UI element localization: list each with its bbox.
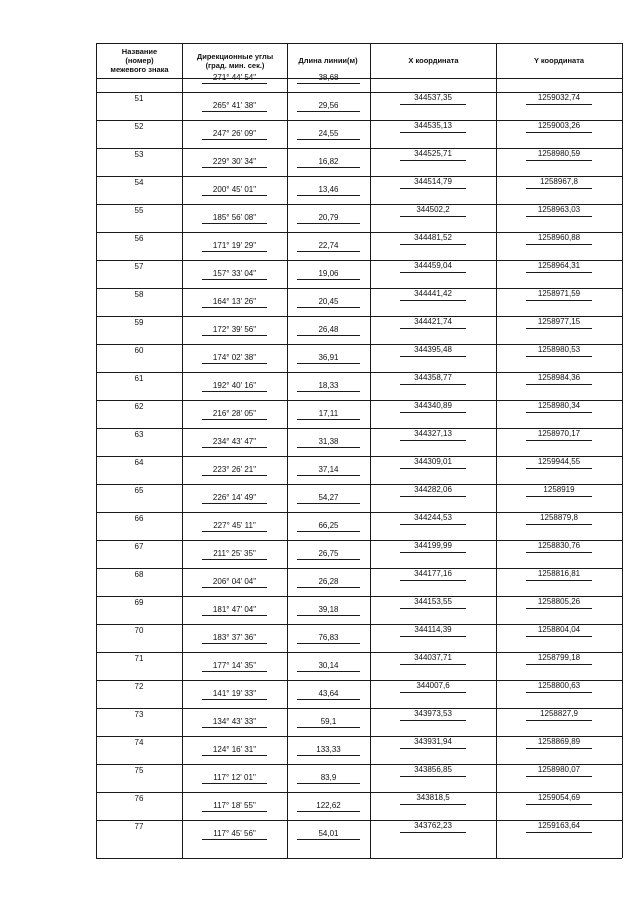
y-coordinate-cell: 1258980,59: [537, 149, 581, 158]
x-underline: [400, 552, 466, 553]
angle-underline: [202, 503, 267, 504]
y-coordinate-cell: 1258977,15: [537, 317, 581, 326]
direction-angle-cell: 117° 12' 01": [213, 773, 256, 782]
point-number-cell: 60: [134, 346, 144, 355]
direction-angle-cell: 234° 43' 47": [212, 437, 257, 446]
length-underline: [297, 531, 360, 532]
angle-underline: [202, 643, 267, 644]
x-coordinate-cell: 343762,23: [414, 821, 452, 830]
x-coordinate-cell: 344421,74: [414, 317, 452, 326]
line-length-cell: 22,74: [318, 241, 339, 250]
line-length-cell: 38,68: [318, 73, 339, 82]
angle-underline: [202, 195, 267, 196]
length-underline: [297, 811, 360, 812]
direction-angle-cell: 211° 25' 35": [213, 549, 256, 558]
y-coordinate-cell: 1258967,8: [540, 177, 578, 186]
line-length-cell: 20,79: [318, 213, 339, 222]
x-coordinate-cell: 344327,13: [414, 429, 452, 438]
y-underline: [526, 552, 592, 553]
direction-angle-cell: 172° 39' 56": [212, 325, 257, 334]
length-underline: [297, 783, 360, 784]
length-underline: [297, 419, 360, 420]
line-length-cell: 66,25: [318, 521, 339, 530]
y-underline: [526, 384, 592, 385]
x-underline: [400, 832, 466, 833]
direction-angle-cell: 177° 14' 35": [212, 661, 257, 670]
point-number-cell: 68: [134, 570, 144, 579]
y-underline: [526, 160, 592, 161]
table-bottom-border: [96, 858, 622, 859]
x-coordinate-cell: 344502,2: [416, 205, 450, 214]
direction-angle-cell: 271° 44' 54": [212, 73, 257, 82]
line-length-cell: 30,14: [318, 661, 339, 670]
angle-underline: [202, 251, 267, 252]
y-underline: [526, 468, 592, 469]
y-coordinate-cell: 1258799,18: [537, 653, 581, 662]
point-number-cell: 65: [134, 486, 144, 495]
x-underline: [400, 692, 466, 693]
x-underline: [400, 664, 466, 665]
point-number-cell: 57: [134, 262, 144, 271]
x-coordinate-cell: 344309,01: [414, 457, 452, 466]
point-number-cell: 56: [134, 234, 144, 243]
angle-underline: [202, 475, 267, 476]
y-underline: [526, 272, 592, 273]
y-coordinate-cell: 1259003,26: [537, 121, 581, 130]
point-number-cell: 76: [134, 794, 144, 803]
line-length-cell: 18,33: [318, 381, 339, 390]
angle-underline: [202, 783, 267, 784]
y-coordinate-cell: 1258816,81: [537, 569, 581, 578]
line-length-cell: 83,9: [320, 773, 337, 782]
line-length-cell: 24,55: [318, 129, 339, 138]
y-coordinate-cell: 1258971,59: [537, 289, 581, 298]
x-underline: [400, 468, 466, 469]
point-number-cell: 70: [134, 626, 144, 635]
point-number-cell: 64: [134, 458, 144, 467]
y-underline: [526, 188, 592, 189]
length-underline: [297, 671, 360, 672]
y-coordinate-cell: 1258830,76: [537, 541, 581, 550]
y-underline: [526, 300, 592, 301]
angle-underline: [202, 615, 267, 616]
point-number-cell: 72: [134, 682, 144, 691]
x-coordinate-cell: 343818,5: [416, 793, 450, 802]
x-coordinate-cell: 344244,53: [414, 513, 452, 522]
direction-angle-cell: 181° 47' 04": [212, 605, 257, 614]
line-length-cell: 19,06: [318, 269, 339, 278]
direction-angle-cell: 183° 37' 36": [212, 633, 257, 642]
y-coordinate-cell: 1259032,74: [537, 93, 581, 102]
y-coordinate-cell: 1259944,55: [537, 457, 581, 466]
length-underline: [297, 755, 360, 756]
y-underline: [526, 664, 592, 665]
y-underline: [526, 440, 592, 441]
x-underline: [400, 636, 466, 637]
direction-angle-cell: 164° 13' 26": [212, 297, 257, 306]
angle-underline: [202, 559, 267, 560]
angle-underline: [202, 139, 267, 140]
header-direction-angles: Дирекционные углы (град. мин. сек.): [196, 51, 274, 70]
y-coordinate-cell: 1258919: [543, 485, 575, 494]
x-underline: [400, 272, 466, 273]
table-top-border: [96, 43, 622, 44]
header-y-coordinate: Y координата: [533, 56, 585, 65]
x-underline: [400, 720, 466, 721]
angle-underline: [202, 279, 267, 280]
x-underline: [400, 216, 466, 217]
point-number-cell: 75: [134, 766, 144, 775]
angle-underline: [202, 419, 267, 420]
point-number-cell: 52: [134, 122, 144, 131]
x-coordinate-cell: 344537,35: [414, 93, 452, 102]
line-length-cell: 54,27: [318, 493, 339, 502]
x-coordinate-cell: 344114,39: [414, 625, 452, 634]
y-underline: [526, 636, 592, 637]
y-underline: [526, 580, 592, 581]
point-number-cell: 61: [134, 374, 144, 383]
length-underline: [297, 279, 360, 280]
angle-underline: [202, 83, 267, 84]
y-coordinate-cell: 1258964,31: [537, 261, 581, 270]
x-underline: [400, 384, 466, 385]
direction-angle-cell: 117° 45' 56": [213, 829, 256, 838]
length-underline: [297, 727, 360, 728]
line-length-cell: 54,01: [318, 829, 339, 838]
x-underline: [400, 776, 466, 777]
angle-underline: [202, 223, 267, 224]
length-underline: [297, 699, 360, 700]
y-coordinate-cell: 1258800,63: [537, 681, 581, 690]
y-coordinate-cell: 1258970,17: [537, 429, 581, 438]
x-coordinate-cell: 344282,06: [414, 485, 452, 494]
x-coordinate-cell: 344459,04: [414, 261, 452, 270]
y-underline: [526, 104, 592, 105]
angle-underline: [202, 811, 267, 812]
y-underline: [526, 216, 592, 217]
x-underline: [400, 160, 466, 161]
direction-angle-cell: 226° 14' 49": [212, 493, 257, 502]
line-length-cell: 26,28: [318, 577, 339, 586]
y-coordinate-cell: 1258869,89: [537, 737, 581, 746]
x-coordinate-cell: 344535,13: [414, 121, 452, 130]
x-underline: [400, 300, 466, 301]
point-number-cell: 67: [134, 542, 144, 551]
x-underline: [400, 188, 466, 189]
line-length-cell: 20,45: [318, 297, 339, 306]
direction-angle-cell: 171° 19' 29": [212, 241, 257, 250]
direction-angle-cell: 134° 43' 33": [212, 717, 257, 726]
line-length-cell: 26,75: [318, 549, 339, 558]
length-underline: [297, 475, 360, 476]
angle-underline: [202, 671, 267, 672]
length-underline: [297, 251, 360, 252]
x-coordinate-cell: 343856,85: [414, 765, 452, 774]
length-underline: [297, 615, 360, 616]
direction-angle-cell: 157° 33' 04": [212, 269, 257, 278]
point-number-cell: 71: [134, 654, 144, 663]
line-length-cell: 37,14: [318, 465, 339, 474]
x-coordinate-cell: 344177,16: [414, 569, 452, 578]
x-underline: [400, 804, 466, 805]
length-underline: [297, 391, 360, 392]
y-underline: [526, 692, 592, 693]
length-underline: [297, 559, 360, 560]
line-length-cell: 39,18: [318, 605, 339, 614]
y-underline: [526, 804, 592, 805]
x-underline: [400, 412, 466, 413]
line-length-cell: 13,46: [318, 185, 339, 194]
x-coordinate-cell: 344007,6: [416, 681, 450, 690]
x-underline: [400, 328, 466, 329]
x-coordinate-cell: 344340,89: [414, 401, 452, 410]
line-length-cell: 122,62: [316, 801, 341, 810]
x-underline: [400, 132, 466, 133]
y-underline: [526, 132, 592, 133]
x-coordinate-cell: 343931,94: [414, 737, 452, 746]
x-coordinate-cell: 344153,55: [414, 597, 452, 606]
point-number-cell: 69: [134, 598, 144, 607]
length-underline: [297, 447, 360, 448]
angle-underline: [202, 531, 267, 532]
line-length-cell: 36,91: [318, 353, 339, 362]
x-underline: [400, 496, 466, 497]
direction-angle-cell: 117° 18' 55": [213, 801, 256, 810]
direction-angle-cell: 185° 56' 08": [212, 213, 257, 222]
x-coordinate-cell: 344358,77: [414, 373, 452, 382]
y-coordinate-cell: 1258980,34: [537, 401, 581, 410]
x-coordinate-cell: 344395,48: [414, 345, 452, 354]
x-coordinate-cell: 344441,42: [414, 289, 452, 298]
angle-underline: [202, 363, 267, 364]
y-coordinate-cell: 1258804,04: [537, 625, 581, 634]
y-underline: [526, 608, 592, 609]
y-underline: [526, 748, 592, 749]
direction-angle-cell: 227° 45' 11": [213, 521, 256, 530]
header-line-length: Длина линии(м): [298, 56, 358, 65]
angle-underline: [202, 755, 267, 756]
y-underline: [526, 356, 592, 357]
line-length-cell: 43,64: [318, 689, 339, 698]
direction-angle-cell: 216° 28' 05": [212, 409, 257, 418]
x-underline: [400, 524, 466, 525]
y-underline: [526, 412, 592, 413]
point-number-cell: 51: [134, 94, 144, 103]
x-underline: [400, 104, 466, 105]
point-number-cell: 59: [134, 318, 144, 327]
length-underline: [297, 363, 360, 364]
angle-underline: [202, 699, 267, 700]
length-underline: [297, 335, 360, 336]
x-underline: [400, 580, 466, 581]
length-underline: [297, 839, 360, 840]
x-coordinate-cell: 344037,71: [414, 653, 452, 662]
y-underline: [526, 720, 592, 721]
angle-underline: [202, 839, 267, 840]
length-underline: [297, 195, 360, 196]
x-underline: [400, 356, 466, 357]
y-underline: [526, 776, 592, 777]
length-underline: [297, 643, 360, 644]
x-underline: [400, 608, 466, 609]
point-number-cell: 66: [134, 514, 144, 523]
angle-underline: [202, 335, 267, 336]
y-coordinate-cell: 1258984,36: [537, 373, 581, 382]
length-underline: [297, 83, 360, 84]
point-number-cell: 54: [134, 178, 144, 187]
x-underline: [400, 440, 466, 441]
y-coordinate-cell: 1258805,26: [537, 597, 581, 606]
y-underline: [526, 328, 592, 329]
direction-angle-cell: 223° 26' 21": [212, 465, 257, 474]
line-length-cell: 29,56: [318, 101, 339, 110]
y-underline: [526, 524, 592, 525]
point-number-cell: 58: [134, 290, 144, 299]
point-number-cell: 63: [134, 430, 144, 439]
direction-angle-cell: 206° 04' 04": [212, 577, 257, 586]
point-number-cell: 73: [134, 710, 144, 719]
y-coordinate-cell: 1258963,03: [537, 205, 581, 214]
x-coordinate-cell: 344481,52: [414, 233, 452, 242]
angle-underline: [202, 447, 267, 448]
angle-underline: [202, 167, 267, 168]
direction-angle-cell: 124° 16' 31": [212, 745, 257, 754]
y-coordinate-cell: 1258879,8: [540, 513, 578, 522]
line-length-cell: 31,38: [318, 437, 339, 446]
y-coordinate-cell: 1259163,64: [537, 821, 581, 830]
length-underline: [297, 223, 360, 224]
y-underline: [526, 496, 592, 497]
line-length-cell: 133,33: [316, 745, 341, 754]
direction-angle-cell: 229° 30' 34": [212, 157, 257, 166]
x-coordinate-cell: 344514,79: [414, 177, 452, 186]
y-coordinate-cell: 1258980,07: [537, 765, 581, 774]
line-length-cell: 16,82: [318, 157, 339, 166]
y-underline: [526, 244, 592, 245]
header-x-coordinate: X координата: [408, 56, 459, 65]
y-coordinate-cell: 1259054,69: [537, 793, 581, 802]
line-length-cell: 59,1: [320, 717, 337, 726]
point-number-cell: 53: [134, 150, 144, 159]
line-length-cell: 26,48: [318, 325, 339, 334]
column-border-5: [622, 43, 623, 858]
angle-underline: [202, 111, 267, 112]
length-underline: [297, 111, 360, 112]
direction-angle-cell: 265° 41' 38": [212, 101, 257, 110]
point-number-cell: 74: [134, 738, 144, 747]
direction-angle-cell: 141° 19' 33": [212, 689, 257, 698]
length-underline: [297, 167, 360, 168]
point-number-cell: 62: [134, 402, 144, 411]
length-underline: [297, 503, 360, 504]
y-coordinate-cell: 1258960,88: [537, 233, 581, 242]
length-underline: [297, 587, 360, 588]
point-number-cell: 77: [134, 822, 144, 831]
direction-angle-cell: 200° 45' 01": [212, 185, 257, 194]
line-length-cell: 17,11: [318, 409, 339, 418]
x-underline: [400, 748, 466, 749]
length-underline: [297, 307, 360, 308]
header-point-name: Название (номер) межевого знака: [110, 47, 169, 74]
direction-angle-cell: 247° 26' 09": [212, 129, 257, 138]
length-underline: [297, 139, 360, 140]
x-coordinate-cell: 343973,53: [414, 709, 452, 718]
line-length-cell: 76,83: [318, 633, 339, 642]
angle-underline: [202, 587, 267, 588]
angle-underline: [202, 391, 267, 392]
angle-underline: [202, 307, 267, 308]
y-coordinate-cell: 1258827,9: [540, 709, 578, 718]
y-coordinate-cell: 1258980,53: [537, 345, 581, 354]
x-coordinate-cell: 344525,71: [414, 149, 452, 158]
angle-underline: [202, 727, 267, 728]
point-number-cell: 55: [134, 206, 144, 215]
direction-angle-cell: 192° 40' 16": [212, 381, 257, 390]
x-coordinate-cell: 344199,99: [414, 541, 452, 550]
x-underline: [400, 244, 466, 245]
direction-angle-cell: 174° 02' 38": [212, 353, 257, 362]
y-underline: [526, 832, 592, 833]
